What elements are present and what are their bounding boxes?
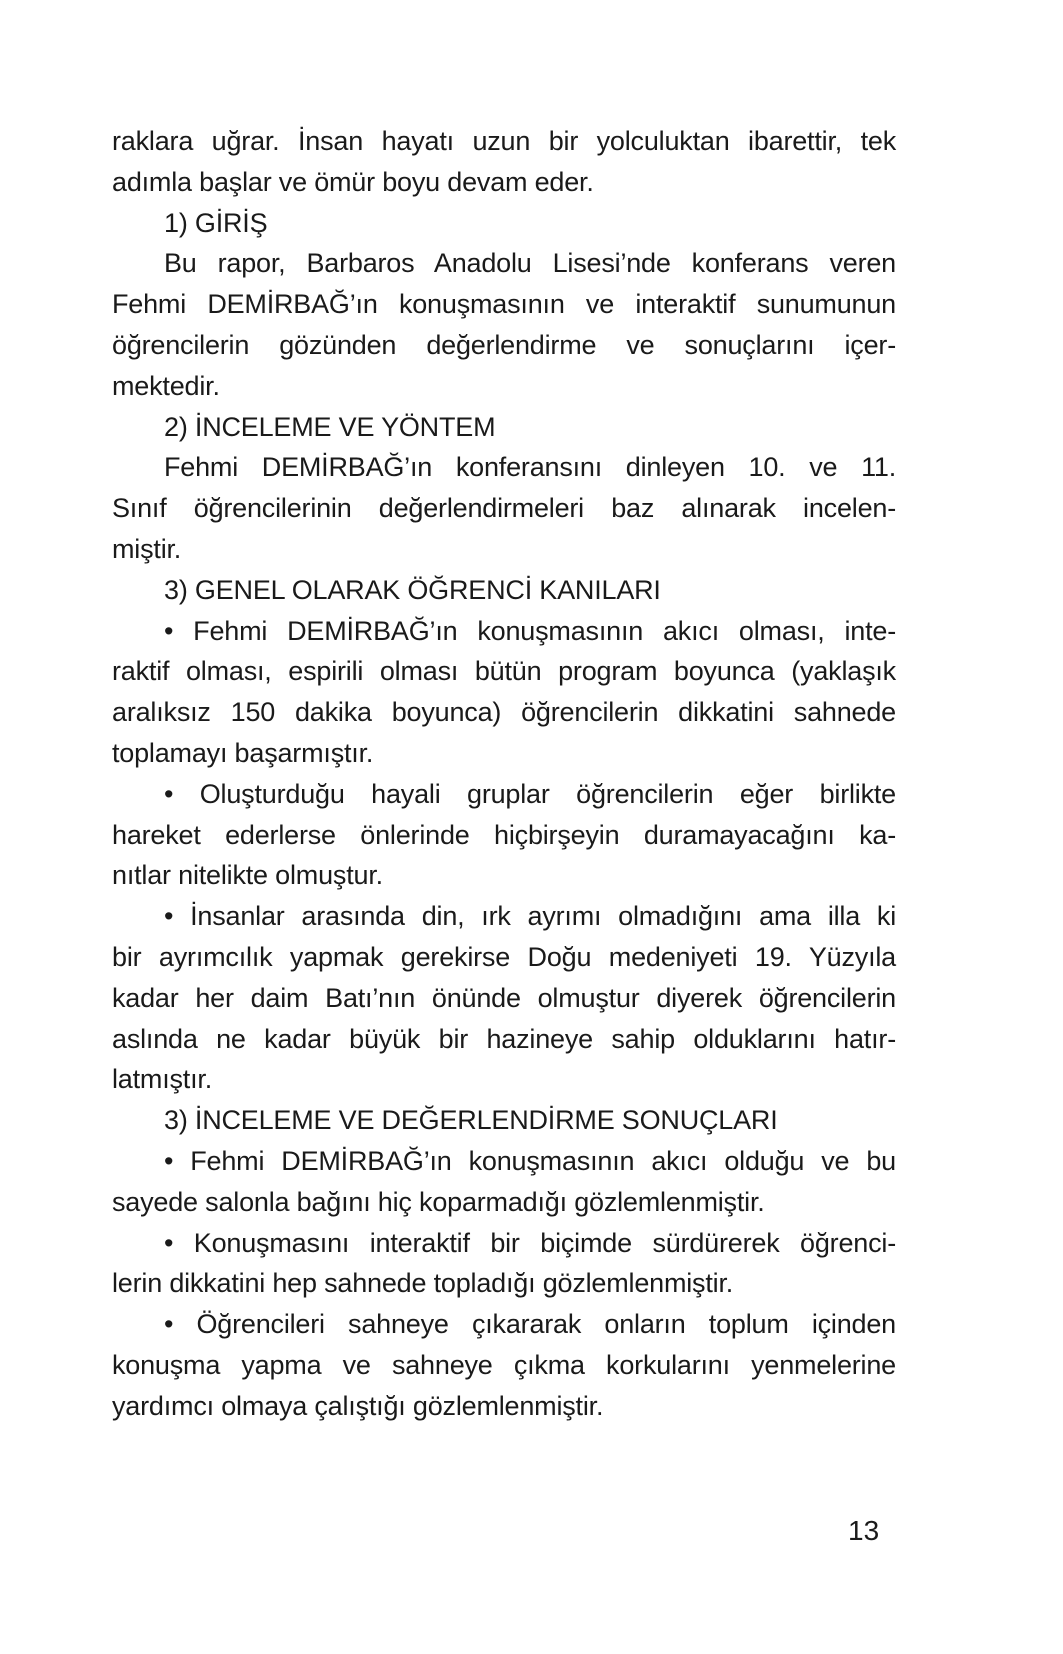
- text-line: aslında ne kadar büyük bir hazineye sahip olduklarını hatır-: [112, 1023, 896, 1054]
- text-line: bir ayrımcılık yapmak gerekirse Doğu medeniyeti 19. Yüzyıla: [112, 941, 896, 972]
- page-body: [112, 121, 896, 1427]
- text-line: sayede salonla bağını hiç koparmadığı gözlemlenmiştir.: [112, 1186, 765, 1217]
- bullet-line: • Oluşturduğu hayali gruplar öğrencilerin eğer birlikte: [164, 778, 896, 809]
- text-line: hareket ederlerse önlerinde hiçbirşeyin duramayacağını ka-: [112, 819, 896, 850]
- text-line: mektedir.: [112, 370, 220, 401]
- text-line: Fehmi DEMİRBAĞ’ın konferansını dinleyen 10. ve 11.: [164, 452, 896, 483]
- text-line: yardımcı olmaya çalıştığı gözlemlenmiştir.: [112, 1390, 604, 1421]
- section-heading: 1) GİRİŞ: [164, 207, 268, 238]
- text-line: adımla başlar ve ömür boyu devam eder.: [112, 166, 594, 197]
- text-line: Sınıf öğrencilerinin değerlendirmeleri baz alınarak incelen-: [112, 493, 896, 524]
- bullet-line: • Fehmi DEMİRBAĞ’ın konuşmasının akıcı olduğu ve bu: [164, 1145, 896, 1176]
- page-number: 13: [848, 1515, 880, 1546]
- bullet-line: • Öğrencileri sahneye çıkararak onların toplum içinden: [164, 1309, 896, 1340]
- text-line: öğrencilerin gözünden değerlendirme ve sonuçlarını içer-: [112, 329, 896, 360]
- text-line: raklara uğrar. İnsan hayatı uzun bir yolculuktan ibarettir, tek: [112, 126, 896, 156]
- text-line: Fehmi DEMİRBAĞ’ın konuşmasının ve interaktif sunumunun: [112, 289, 896, 320]
- text-line: raktif olması, espirili olması bütün program boyunca (yaklaşık: [112, 656, 896, 687]
- bullet-line: • Konuşmasını interaktif bir biçimde sürdürerek öğrenci-: [164, 1227, 896, 1258]
- section-heading: 2) İNCELEME VE YÖNTEM: [164, 411, 496, 442]
- section-heading: 3) İNCELEME VE DEĞERLENDİRME SONUÇLARI: [164, 1105, 778, 1136]
- text-line: miştir.: [112, 533, 182, 564]
- text-line: aralıksız 150 dakika boyunca) öğrencilerin dikkatini sahnede: [112, 697, 896, 728]
- text-line: latmıştır.: [112, 1064, 213, 1095]
- section-heading: 3) GENEL OLARAK ÖĞRENCİ KANILARI: [164, 574, 661, 605]
- text-line: lerin dikkatini hep sahnede topladığı gözlemlenmiştir.: [112, 1268, 734, 1299]
- text-line: toplamayı başarmıştır.: [112, 737, 374, 768]
- bullet-line: • İnsanlar arasında din, ırk ayrımı olmadığını ama illa ki: [164, 901, 896, 932]
- text-line: nıtlar nitelikte olmuştur.: [112, 860, 383, 891]
- bullet-line: • Fehmi DEMİRBAĞ’ın konuşmasının akıcı olması, inte-: [164, 615, 896, 646]
- text-line: konuşma yapma ve sahneye çıkma korkularını yenmelerine: [112, 1349, 896, 1380]
- text-line: kadar her daim Batı’nın önünde olmuştur diyerek öğrencilerin: [112, 982, 896, 1013]
- text-line: Bu rapor, Barbaros Anadolu Lisesi’nde konferans veren: [164, 248, 896, 279]
